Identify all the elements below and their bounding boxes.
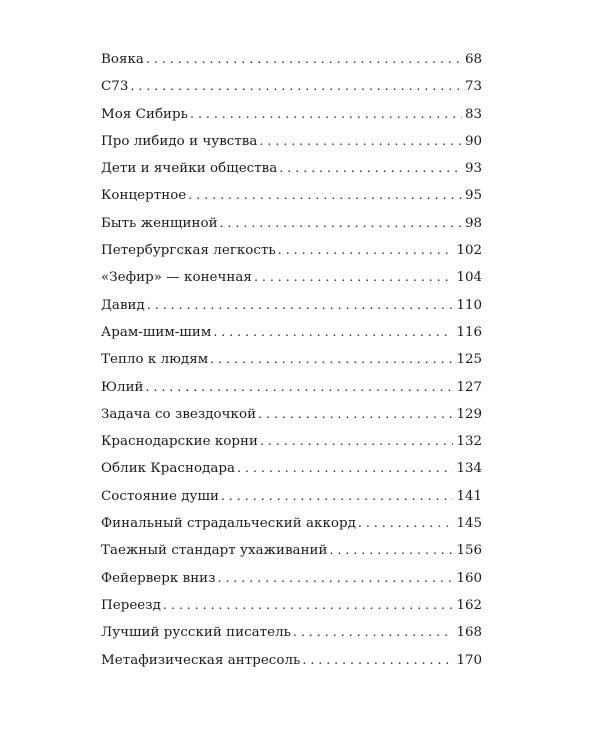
toc-entry-title: Быть женщиной	[101, 215, 218, 231]
toc-entry	[101, 106, 482, 133]
toc-entry-page: 125	[456, 352, 482, 368]
toc-entry	[101, 160, 482, 187]
toc-entry-title: Краснодарские корни	[101, 434, 258, 450]
toc-entry	[101, 652, 482, 679]
toc-entry-title: Петербургская легкость	[101, 243, 276, 259]
toc-entry-page: 73	[464, 79, 482, 95]
toc-entry-title: Финальный страдальческий аккорд	[101, 516, 356, 532]
dot-leader	[293, 624, 453, 639]
dot-leader	[147, 297, 454, 312]
toc-entry	[101, 324, 482, 351]
toc-entry	[101, 433, 482, 460]
toc-entry	[101, 379, 482, 406]
toc-entry-page: 160	[456, 570, 482, 586]
dot-leader	[190, 106, 462, 121]
toc-entry	[101, 51, 482, 78]
toc-entry-page: 132	[456, 434, 482, 450]
toc-entry	[101, 187, 482, 214]
toc-entry-title: Задача со звездочкой	[101, 406, 257, 422]
toc-entry-page: 162	[456, 597, 482, 613]
toc-entry-page: 145	[456, 516, 482, 532]
dot-leader	[146, 379, 454, 394]
dot-leader	[146, 51, 462, 66]
toc-entry	[101, 597, 482, 624]
toc-entry-page: 134	[456, 461, 482, 477]
dot-leader	[279, 160, 462, 175]
toc-entry-title: Моя Сибирь	[101, 106, 188, 122]
toc-entry-page: 127	[456, 379, 482, 395]
toc-entry-page: 141	[456, 488, 482, 504]
toc-entry-page: 110	[456, 297, 482, 313]
dot-leader	[254, 269, 454, 284]
dot-leader	[163, 597, 454, 612]
toc-entry-page: 129	[456, 406, 482, 422]
toc-entry-title: Тепло к людям	[101, 352, 209, 368]
dot-leader	[130, 78, 462, 93]
toc-entry-title: Дети и ячейки общества	[101, 161, 278, 177]
toc-entry	[101, 488, 482, 515]
toc-entry-page: 102	[456, 243, 482, 259]
toc-entry	[101, 78, 482, 105]
toc-entry-title: Фейерверк вниз	[101, 570, 216, 586]
toc-entry-title: Метафизическая антресоль	[101, 652, 301, 668]
toc-entry-title: Про либидо и чувства	[101, 133, 258, 149]
toc-entry-title: С73	[101, 79, 129, 95]
toc-entry-page: 168	[456, 625, 482, 641]
toc-entry	[101, 570, 482, 597]
toc-entry	[101, 406, 482, 433]
toc-entry-page: 156	[456, 543, 482, 559]
toc-entry-page: 95	[464, 188, 482, 204]
toc-entry-title: Таежный стандарт ухаживаний	[101, 543, 328, 559]
toc-entry	[101, 515, 482, 542]
toc-entry-title: Концертное	[101, 188, 187, 204]
dot-leader	[210, 351, 453, 366]
toc-entry-page: 116	[456, 324, 482, 340]
toc-entry-page: 90	[464, 133, 482, 149]
toc-entry-page: 83	[464, 106, 482, 122]
toc-entry	[101, 297, 482, 324]
toc-entry-title: Переезд	[101, 597, 161, 613]
toc-entry-page: 68	[464, 52, 482, 67]
table-of-contents	[101, 51, 482, 679]
toc-entry-title: Состояние души	[101, 488, 219, 504]
toc-entry-page: 104	[456, 270, 482, 286]
dot-leader	[330, 542, 454, 557]
dot-leader	[213, 324, 453, 339]
dot-leader	[302, 652, 453, 667]
toc-entry-title: «Зефир» — конечная	[101, 270, 252, 286]
dot-leader	[260, 433, 453, 448]
toc-entry-page: 170	[456, 652, 482, 668]
toc-entry	[101, 242, 482, 269]
dot-leader	[358, 515, 454, 530]
dot-leader	[188, 187, 462, 202]
dot-leader	[220, 215, 462, 230]
dot-leader	[237, 460, 453, 475]
toc-entry	[101, 215, 482, 242]
toc-entry-title: Юлий	[101, 379, 144, 395]
toc-entry-title: Вояка	[101, 52, 144, 67]
toc-entry-title: Облик Краснодара	[101, 461, 236, 477]
toc-entry	[101, 460, 482, 487]
toc-entry	[101, 133, 482, 160]
toc-entry-title: Давид	[101, 297, 145, 313]
toc-entry	[101, 269, 482, 296]
toc-entry-page: 93	[464, 161, 482, 177]
toc-entry	[101, 351, 482, 378]
toc-entry-title: Лучший русский писатель	[101, 625, 291, 641]
dot-leader	[278, 242, 454, 257]
toc-entry	[101, 624, 482, 651]
dot-leader	[259, 133, 462, 148]
toc-entry-page: 98	[464, 215, 482, 231]
dot-leader	[221, 488, 453, 503]
toc-entry	[101, 542, 482, 569]
toc-entry-title: Арам-шим-шим	[101, 324, 212, 340]
dot-leader	[258, 406, 453, 421]
dot-leader	[218, 570, 454, 585]
